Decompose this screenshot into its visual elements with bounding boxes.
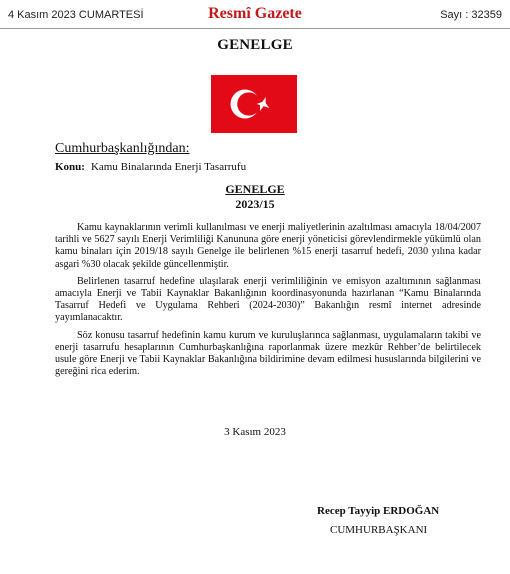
- subject-text: Kamu Binalarında Enerji Tasarrufu: [90, 161, 247, 173]
- signing-date: 3 Kasım 2023: [224, 426, 286, 438]
- body-paragraph: Kamu kaynaklarının verimli kullanılması ve enerji maliyetlerinin azaltılması amacıyla 18/04/2007 tarihli ve 5627 sayılı Enerji Verimliliği Kanununa göre enerji yöneticisi görevlendirmekle yükümlü olan kamu binaları için 2019/18 sayılı Genelge ile belirlenen %15 enerji tasarruf hedefi, 2030 yılına kadar asgari %30 olacak şekilde güncellenmiştir.: [55, 222, 481, 270]
- body-paragraph: Belirlenen tasarruf hedefine ulaşılarak enerji verimliliğinin ve emisyon azaltımının sağlanması amacıyla Enerji ve Tabii Kaynaklar Bakanlığının koordinasyonunda hazırlanan “Kamu Binalarında Tasarruf Hedefi ve Uygulama Rehberi (2024-2030)” Bakanlığın resmî internet adresinde yayımlanacaktır.: [55, 275, 481, 324]
- newspaper-title: Resmî Gazete: [208, 5, 302, 22]
- circular-number: 2023/15: [235, 197, 275, 211]
- signer-surname: ERDOĞAN: [383, 505, 440, 517]
- body-text: [55, 222, 481, 383]
- header-date: 4 Kasım 2023 CUMARTESİ: [8, 9, 144, 21]
- subject-label: Konu:: [55, 161, 85, 173]
- turkish-flag-icon: [211, 75, 297, 133]
- body-paragraph: Söz konusu tasarruf hedefinin kamu kurum ve kuruluşlarınca sağlanması, uygulamaların takibi ve enerji tasarrufu hesaplarının Cumhurbaşkanlığına raporlanmak üzere mezkûr Rehber’de belirtilecek usule göre Enerji ve Tabii Kaynaklar Bakanlığına bildirimine devam edilmesi hususlarında bilgilerini ve gereğini rica ederim.: [55, 329, 481, 378]
- signer-name: [317, 505, 439, 517]
- header-divider: [0, 28, 510, 29]
- signer-given-name: Recep Tayyip: [317, 505, 384, 517]
- subject-line: [55, 161, 246, 173]
- issuer-heading: Cumhurbaşkanlığından:: [55, 141, 190, 156]
- issue-number: Sayı : 32359: [440, 9, 502, 21]
- circular-title: GENELGE: [225, 182, 285, 196]
- page-heading: GENELGE: [217, 37, 293, 53]
- signer-title: CUMHURBAŞKANI: [330, 524, 428, 536]
